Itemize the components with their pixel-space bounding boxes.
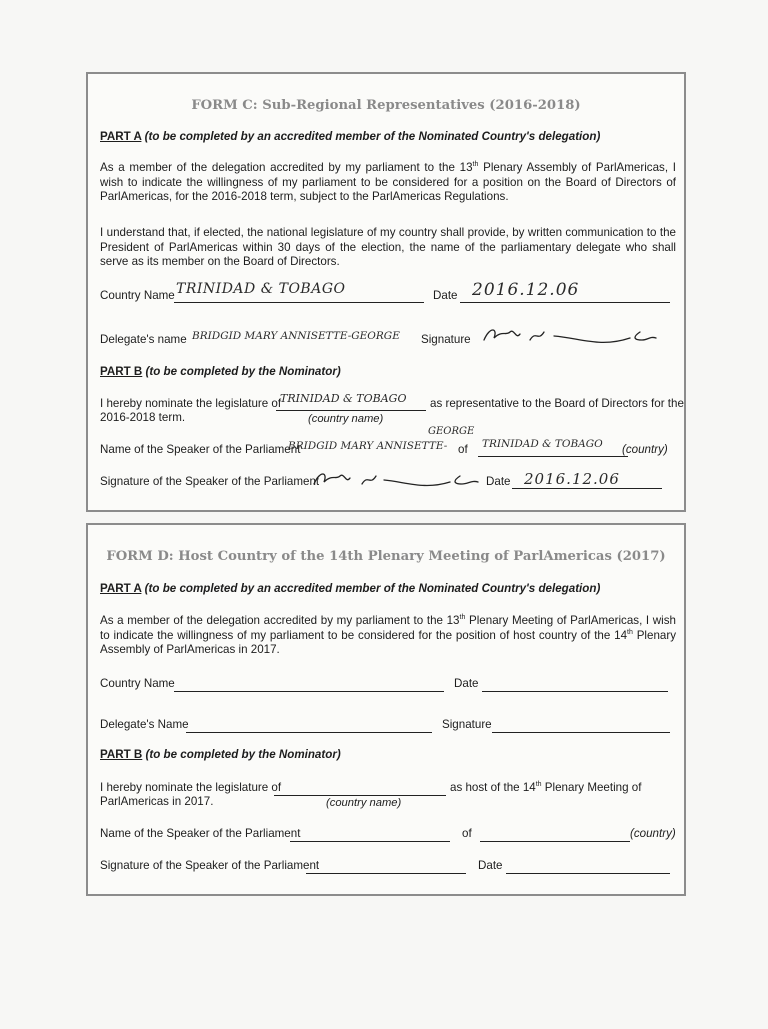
form-c-part-b-label: PART B	[100, 365, 143, 378]
form-d-country-line[interactable]	[174, 691, 444, 692]
form-c-title: FORM C: Sub-Regional Representatives (2016-2018)	[191, 98, 581, 113]
form-d-year-text: ParlAmericas in 2017.	[100, 795, 214, 808]
form-d-part-a-note: (to be completed by an accredited member of the Nominated Country's delegation)	[144, 582, 601, 595]
form-c-date-label: Date	[433, 289, 458, 302]
form-c-part-a-note: (to be completed by an accredited member of the Nominated Country's delegation)	[144, 130, 601, 143]
form-c-nominate-text-2: as representative to the Board of Directors for the	[430, 397, 684, 410]
form-d-part-a-label: PART A	[100, 582, 142, 595]
form-c-date-value: 2016.12.06	[472, 280, 580, 300]
form-d-speaker-signature-line[interactable]	[306, 873, 466, 874]
form-c-of-label: of	[458, 443, 468, 456]
form-c-part-b-heading	[100, 365, 341, 379]
form-c-term-text: 2016-2018 term.	[100, 411, 186, 424]
form-d-nominate-line[interactable]	[274, 795, 446, 796]
form-d-of-label: of	[462, 827, 472, 840]
form-c-speaker-signature-image	[310, 460, 486, 492]
form-d-signature-label: Signature	[442, 718, 492, 731]
form-d-speaker-label: Name of the Speaker of the Parliament	[100, 827, 301, 840]
form-c-delegate-label: Delegate's name	[100, 333, 187, 346]
form-d-country-label: Country Name	[100, 677, 175, 690]
form-c-signature-image	[480, 318, 670, 350]
form-d-part-b-label: PART B	[100, 748, 143, 761]
form-c-part-a-heading	[100, 130, 600, 144]
form-c-delegate-value: BRIDGID MARY ANNISETTE-GEORGE	[192, 330, 400, 342]
form-d-part-b-note: (to be completed by the Nominator)	[145, 748, 341, 761]
form-d-delegate-line[interactable]	[186, 732, 432, 733]
form-d-nominate-text: I hereby nominate the legislature of	[100, 781, 282, 794]
form-d-nominate-text-2: as host of the 14th Plenary Meeting of	[450, 781, 642, 794]
form-c-speaker-value: BRIDGID MARY ANNISETTE-	[288, 440, 448, 452]
form-c-speaker-date-line[interactable]	[512, 488, 662, 489]
form-d-signature-line[interactable]	[492, 732, 670, 733]
form-d-part-b-heading	[100, 748, 341, 762]
form-c-paragraph-2: I understand that, if elected, the national legislature of my country shall provide, by written communication to the President of ParlAmericas within 30 days of the election, the name of the parliamentary delegate who shall serve as its member on the Board of Directors.	[100, 226, 676, 268]
form-c-nominate-text: I hereby nominate the legislature of	[100, 397, 282, 410]
form-d-of-line[interactable]	[480, 841, 630, 842]
form-d-date-label: Date	[454, 677, 479, 690]
form-c-speaker-value-extra: GEORGE	[428, 426, 475, 437]
form-c-part-b-note: (to be completed by the Nominator)	[145, 365, 341, 378]
form-d-paragraph-1: As a member of the delegation accredited by my parliament to the 13th Plenary Meeting of ParlAmericas, I wish to indicate the willingness of my parliament to be considered for the position of host country of the 14th Plenary Assembly of ParlAmericas in 2017.	[100, 614, 677, 656]
form-c-of-line[interactable]	[478, 456, 628, 457]
form-c-nominate-line[interactable]	[276, 410, 426, 411]
form-c-nominate-value: TRINIDAD & TOBAGO	[280, 392, 407, 405]
form-c-speaker-date-label: Date	[486, 475, 511, 488]
form-c-country-line[interactable]	[174, 302, 424, 303]
form-d-speaker-signature-label: Signature of the Speaker of the Parliament	[100, 859, 320, 872]
form-d-title: FORM D: Host Country of the 14th Plenary Meeting of ParlAmericas (2017)	[106, 549, 666, 564]
form-d-delegate-label: Delegate's Name	[100, 718, 189, 731]
form-c-signature-label: Signature	[421, 333, 471, 346]
form-d	[86, 523, 686, 896]
form-c-of-value: TRINIDAD & TOBAGO	[482, 438, 603, 450]
form-c-date-line[interactable]	[460, 302, 670, 303]
form-c-country-suffix: (country)	[622, 443, 668, 456]
form-d-part-a-heading	[100, 582, 600, 596]
form-d-country-name-hint: (country name)	[326, 797, 402, 809]
form-c-speaker-signature-label: Signature of the Speaker of the Parliament	[100, 475, 320, 488]
form-c-country-name-hint: (country name)	[308, 413, 384, 425]
form-c	[86, 72, 686, 512]
form-c-part-a-label: PART A	[100, 130, 142, 143]
form-d-speaker-line[interactable]	[290, 841, 450, 842]
form-d-speaker-date-line[interactable]	[506, 873, 670, 874]
form-d-date-line[interactable]	[482, 691, 668, 692]
form-c-country-value: TRINIDAD & TOBAGO	[176, 281, 346, 297]
form-d-country-suffix: (country)	[630, 827, 676, 840]
form-d-speaker-date-label: Date	[478, 859, 503, 872]
form-c-paragraph-1: As a member of the delegation accredited by my parliament to the 13th Plenary Assembly of ParlAmericas, I wish to indicate the willingness of my parliament to be considered for a position on the Board of Directors of ParlAmericas, for the 2016-2018 term, subject to the ParlAmericas Regulations.	[100, 161, 677, 203]
form-c-speaker-label: Name of the Speaker of the Parliament	[100, 443, 301, 456]
form-c-country-label: Country Name	[100, 289, 175, 302]
form-c-speaker-date-value: 2016.12.06	[524, 470, 620, 488]
